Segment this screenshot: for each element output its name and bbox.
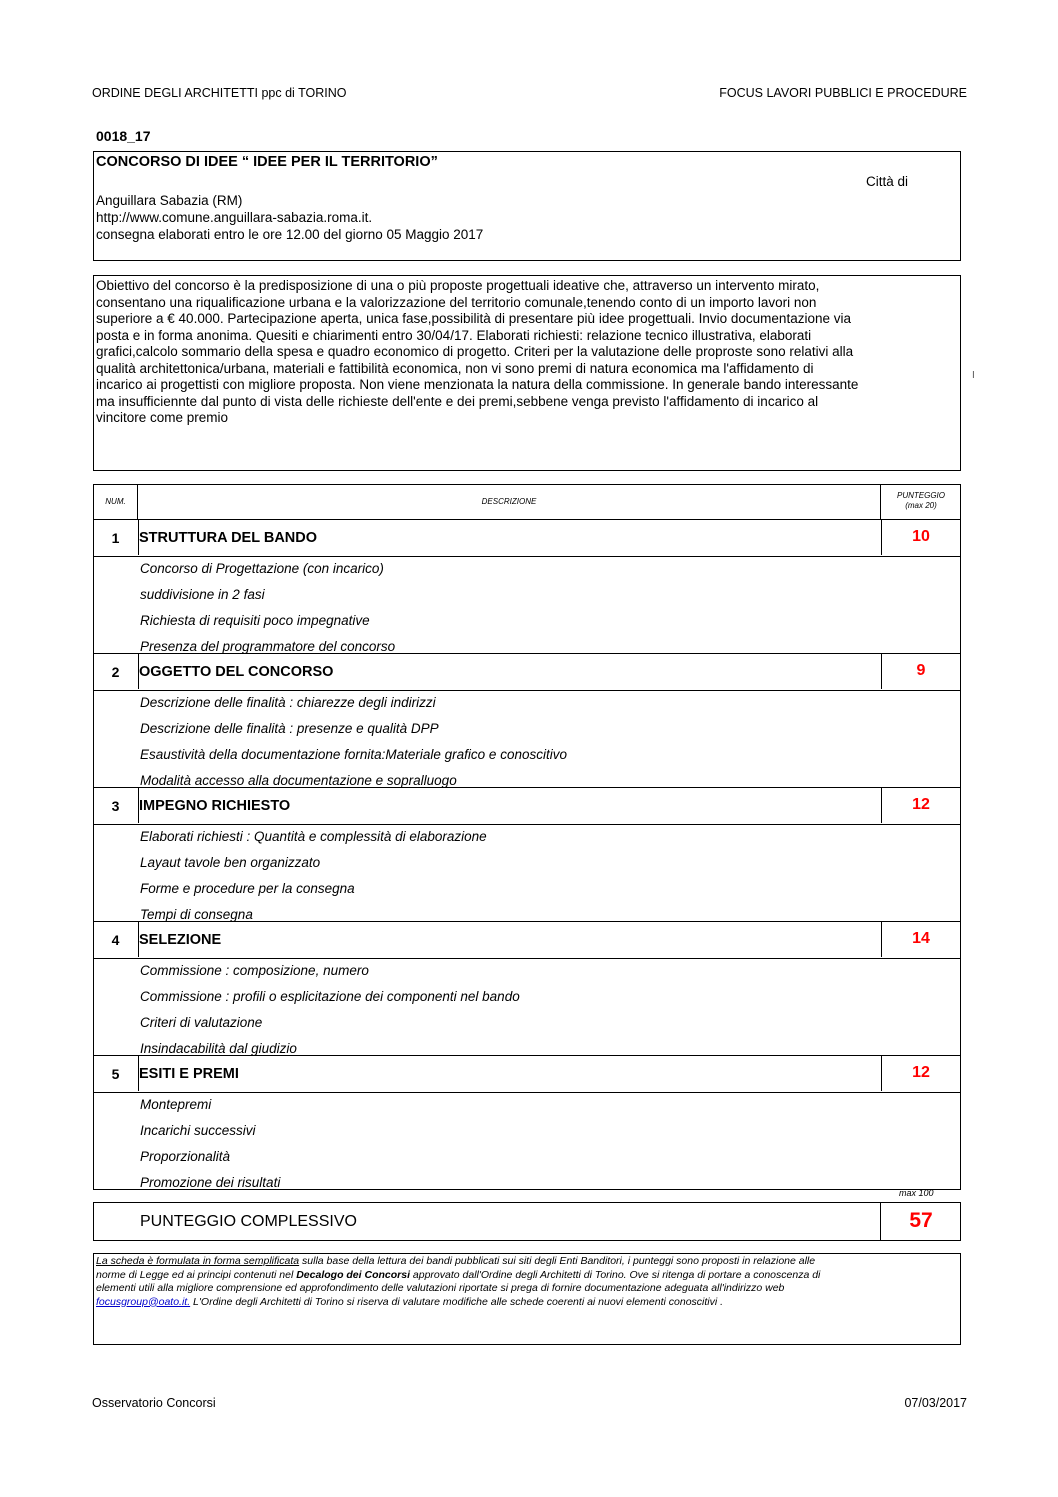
section-header [94, 1056, 960, 1093]
section-number: 3 [111, 798, 120, 814]
disclaimer-line: norme di Legge ed ai principi contenuti nel [96, 1268, 297, 1281]
criterion-item: Incarichi successivi [140, 1123, 256, 1138]
disclaimer-line: L'Ordine degli Architetti di Torino si riserva di valutare modifiche alle schede coerenti ai nuovi elementi conoscitivi . [190, 1295, 724, 1308]
total-score: 57 [909, 1209, 933, 1232]
summary-line: superiore a € 40.000. Partecipazione aperta, unica fase,possibilità di presentare più idee progettuali. Invio documentazione via [96, 311, 851, 326]
competition-box [93, 151, 961, 261]
city-website: http://www.comune.anguillara-sabazia.roma.it. [96, 210, 373, 225]
table-header [94, 485, 960, 520]
criterion-item: Commissione : composizione, numero [140, 963, 369, 978]
criterion-item: Concorso di Progettazione (con incarico) [140, 561, 384, 576]
section-score: 9 [916, 662, 926, 679]
summary-box [93, 275, 961, 471]
competition-title: CONCORSO DI IDEE “ IDEE PER IL TERRITORIO” [96, 154, 438, 170]
competition-info [96, 192, 483, 243]
criterion-item: Descrizione delle finalità : chiarezze degli indirizzi [140, 695, 436, 710]
header-section: FOCUS LAVORI PUBBLICI E PROCEDURE [719, 86, 967, 100]
total-box [93, 1202, 961, 1241]
city-name: Anguillara Sabazia (RM) [96, 193, 243, 208]
summary-line: vincitore come premio [96, 410, 229, 425]
disclaimer-line: approvato dall'Ordine degli Architetti di Torino. Ove si ritenga di portare a conoscenza di [410, 1268, 821, 1281]
criterion-item: Elaborati richiesti : Quantità e complessità di elaborazione [140, 829, 487, 844]
col-score-max: (max 20) [905, 501, 937, 510]
disclaimer-line: sulla base della lettura dei bandi pubblicati sui siti degli Enti Banditori, i punteggi sono proposti in relazione alle [299, 1255, 816, 1267]
criterion-item: suddivisione in 2 fasi [140, 587, 265, 602]
decalogo-ref: Decalogo dei Concorsi [296, 1268, 410, 1281]
criterion-item: Montepremi [140, 1097, 212, 1112]
section-title: ESITI E PREMI [139, 1066, 239, 1082]
section-4 [94, 922, 960, 1056]
criterion-item: Insindacabilità dal giudizio [140, 1041, 297, 1056]
deadline: consegna elaborati entro le ore 12.00 del giorno 05 Maggio 2017 [96, 227, 484, 242]
criterion-item: Descrizione delle finalità : presenze e qualità DPP [140, 721, 439, 736]
col-score-header [881, 491, 961, 511]
section-number: 1 [111, 530, 120, 546]
summary-text [96, 278, 958, 427]
summary-line: Obiettivo del concorso è la predisposizione di una o più proposte progettuali ideative che, attraverso un intervento mirato, [96, 278, 820, 293]
header-org: ORDINE DEGLI ARCHITETTI ppc di TORINO [92, 86, 347, 100]
section-2 [94, 654, 960, 788]
total-max-label: max 100 [899, 1188, 934, 1198]
section-title: IMPEGNO RICHIESTO [139, 798, 291, 814]
summary-line: grafici,calcolo sommario della spesa e quadro economico di progetto. Criteri per la valutazione delle proproste sono relativi alla [96, 344, 854, 359]
summary-line: posta e in forma anonima. Quesiti e chiarimenti entro 30/04/17. Elaborati richiesti: relazione tecnico illustrativa, elaborati [96, 327, 812, 343]
disclaimer-text [96, 1255, 958, 1309]
section-number: 2 [111, 664, 120, 680]
section-1 [94, 520, 960, 654]
section-3 [94, 788, 960, 922]
footer-left: Osservatorio Concorsi [92, 1396, 216, 1410]
section-number: 5 [111, 1066, 120, 1082]
record-code: 0018_17 [96, 128, 151, 144]
section-header [94, 520, 960, 557]
section-score: 14 [912, 930, 930, 947]
criterion-item: Modalità accesso alla documentazione e sopralluogo [140, 773, 457, 788]
criterion-item: Forme e procedure per la consegna [140, 881, 355, 896]
section-title: STRUTTURA DEL BANDO [139, 530, 318, 546]
col-score-label: PUNTEGGIO [896, 491, 945, 500]
section-title: OGGETTO DEL CONCORSO [139, 664, 334, 680]
section-score: 12 [912, 1064, 930, 1081]
summary-line: consentano una riqualificazione urbana e la valorizzazione del territorio comunale,tenendo conto di un importo lavori non [96, 294, 817, 310]
criterion-item: Promozione dei risultati [140, 1175, 281, 1190]
section-header [94, 654, 960, 691]
summary-line: qualità architettonica/urbana, materiali e fattibilità economica, non vi sono premi di natura economica ma l'affidamento di [96, 360, 814, 376]
section-title: SELEZIONE [139, 932, 222, 948]
criterion-item: Commissione : profili o esplicitazione dei componenti nel bando [140, 989, 520, 1004]
disclaimer-box [93, 1253, 961, 1345]
criterion-item: Layaut tavole ben organizzato [140, 855, 321, 870]
criterion-item: Tempi di consegna [140, 907, 253, 922]
side-mark: I [972, 370, 975, 381]
summary-line: ma insufficiennte dal punto di vista delle richieste dell'ente e dei premi,sebbene venga previsto l'affidamento di incarico al [96, 393, 819, 409]
disclaimer-line: elementi utili alla migliore comprensione ed approfondimento delle valutazioni riportate si prega di fornire documentazione adeguata all'indirizzo web [96, 1282, 785, 1294]
total-label: PUNTEGGIO COMPLESSIVO [140, 1213, 357, 1230]
score-table [93, 484, 961, 1190]
footer-date: 07/03/2017 [904, 1396, 967, 1410]
section-score: 12 [912, 796, 930, 813]
criterion-item: Criteri di valutazione [140, 1015, 263, 1030]
col-num-header: NUM. [94, 485, 138, 519]
summary-line: incarico ai progettisti con migliore proposta. Non viene menzionata la natura della commissione. In generale bando interessante [96, 377, 859, 392]
email-link[interactable]: focusgroup@oato.it. [96, 1295, 191, 1308]
disclaimer-intro: La scheda è formulata in forma semplificata [96, 1255, 300, 1267]
section-number: 4 [111, 932, 120, 948]
section-header [94, 922, 960, 959]
criterion-item: Presenza del programmatore del concorso [140, 639, 396, 654]
section-header [94, 788, 960, 825]
criterion-item: Esaustività della documentazione fornita:Materiale grafico e conoscitivo [140, 747, 567, 762]
section-score: 10 [912, 528, 930, 545]
col-desc-header: DESCRIZIONE [138, 485, 881, 519]
citta-label: Città di [866, 174, 909, 189]
section-5 [94, 1056, 960, 1189]
criterion-item: Proporzionalità [140, 1149, 231, 1164]
criterion-item: Richiesta di requisiti poco impegnative [140, 613, 370, 628]
